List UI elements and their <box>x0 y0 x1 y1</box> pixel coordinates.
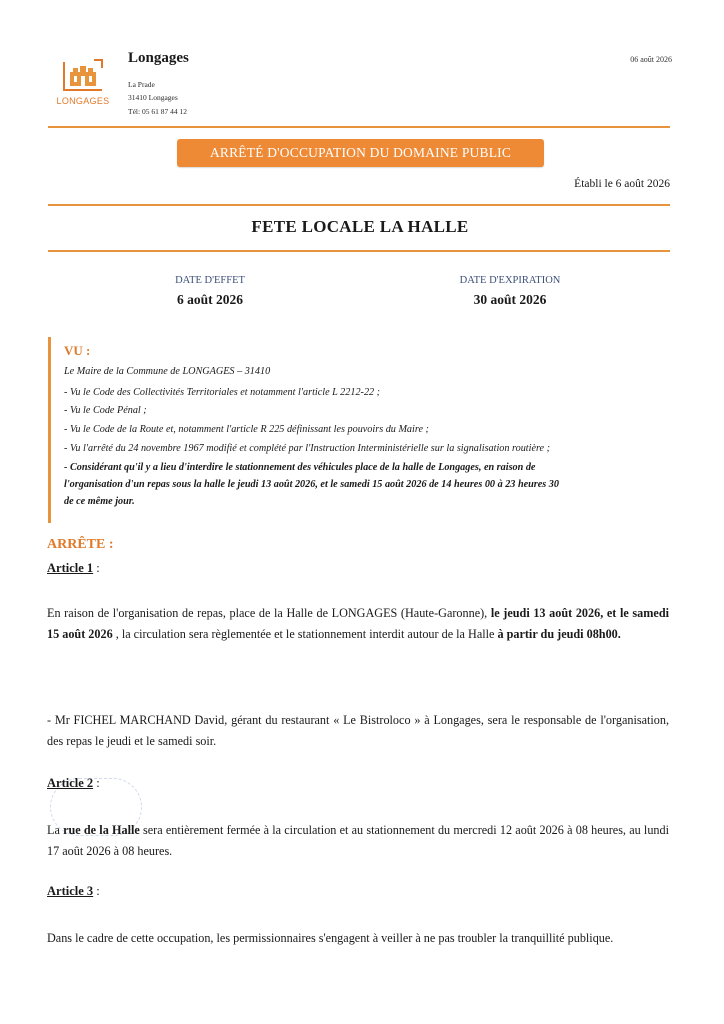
article-3-title: Article 3 <box>47 884 94 898</box>
text-run: sera entièrement fermée à la circulation et au stationnement du mercredi 12 août 2026 à 08 heures, au lundi 17 août 2026 à 08 heures. <box>47 823 669 858</box>
phone-number: Tél: 05 61 87 44 12 <box>128 107 187 116</box>
article-2-heading <box>47 776 100 791</box>
vu-line: - Vu le Code des Collectivités Territoriales et notamment l'article L 2212-22 ; <box>64 387 381 398</box>
text-run-bold: à partir du jeudi 08h00. <box>497 627 621 641</box>
address-line-2: 31410 Longages <box>128 93 178 102</box>
expiration-date-label: DATE D'EXPIRATION <box>459 275 561 286</box>
divider <box>48 204 670 206</box>
text-run: , la circulation sera règlementée et le stationnement interdit autour de la Halle <box>112 627 498 641</box>
article-2-paragraph <box>47 820 669 862</box>
arrete-heading: ARRÊTE : <box>47 537 114 552</box>
vu-line: Le Maire de la Commune de LONGAGES – 31410 <box>64 366 271 377</box>
vu-line: - Vu le Code Pénal ; <box>64 405 147 416</box>
considerant-line: - Considérant qu'il y a lieu d'interdire le stationnement des véhicules place de la halle de Longages, en raison de <box>64 462 536 473</box>
effective-date-value: 6 août 2026 <box>176 292 243 307</box>
divider <box>48 250 670 252</box>
town-hall-icon <box>62 58 104 92</box>
document-type-banner: ARRÊTÉ D'OCCUPATION DU DOMAINE PUBLIC <box>177 139 544 167</box>
text-run-bold: rue de la Halle <box>63 823 140 837</box>
article-1-paragraph <box>47 603 669 645</box>
article-1-responsible-paragraph: - Mr FICHEL MARCHAND David, gérant du restaurant « Le Bistroloco » à Longages, sera le responsable de l'organisation, des repas le jeudi et le samedi soir. <box>47 713 669 748</box>
considerant-line: l'organisation d'un repas sous la halle le jeudi 13 août 2026, et le samedi 15 août 2026 de 14 heures 00 à 23 heures 30 <box>64 479 559 490</box>
divider <box>48 126 670 128</box>
text-run-bold: le jeudi 13 août 2026, et le samedi 15 août 2026 <box>47 606 669 641</box>
article-colon: : <box>93 884 100 898</box>
organization-name: Longages <box>128 50 189 66</box>
logo-caption: LONGAGES <box>56 96 110 106</box>
article-colon: : <box>93 561 100 575</box>
article-3-paragraph: Dans le cadre de cette occupation, les permissionnaires s'engagent à veiller à ne pas troubler la tranquillité publique. <box>47 931 614 945</box>
document-title: FETE LOCALE LA HALLE <box>251 217 469 236</box>
text-run: La <box>47 823 64 837</box>
text-run: En raison de l'organisation de repas, place de la Halle de LONGAGES (Haute-Garonne), <box>47 606 491 620</box>
vu-heading: VU : <box>64 343 91 358</box>
article-1-heading <box>47 561 100 576</box>
article-1-title: Article 1 <box>47 561 94 575</box>
article-colon: : <box>93 776 100 790</box>
vu-line: - Vu le Code de la Route et, notamment l'article R 225 définissant les pouvoirs du Maire ; <box>64 424 429 435</box>
expiration-date-value: 30 août 2026 <box>473 292 547 307</box>
municipal-logo <box>50 58 116 112</box>
article-3-heading <box>47 884 100 899</box>
vu-section-marker <box>48 337 51 523</box>
effective-date-label: DATE D'EFFET <box>175 275 245 286</box>
header-date: 06 août 2026 <box>630 55 672 64</box>
established-date: Établi le 6 août 2026 <box>574 178 670 190</box>
vu-line: - Vu l'arrêté du 24 novembre 1967 modifié et complété par l'Instruction Interministérielle sur la signalisation routière ; <box>64 443 551 454</box>
considerant-line: de ce même jour. <box>64 496 135 507</box>
article-2-title: Article 2 <box>47 776 94 790</box>
address-line-1: La Prade <box>128 80 155 89</box>
